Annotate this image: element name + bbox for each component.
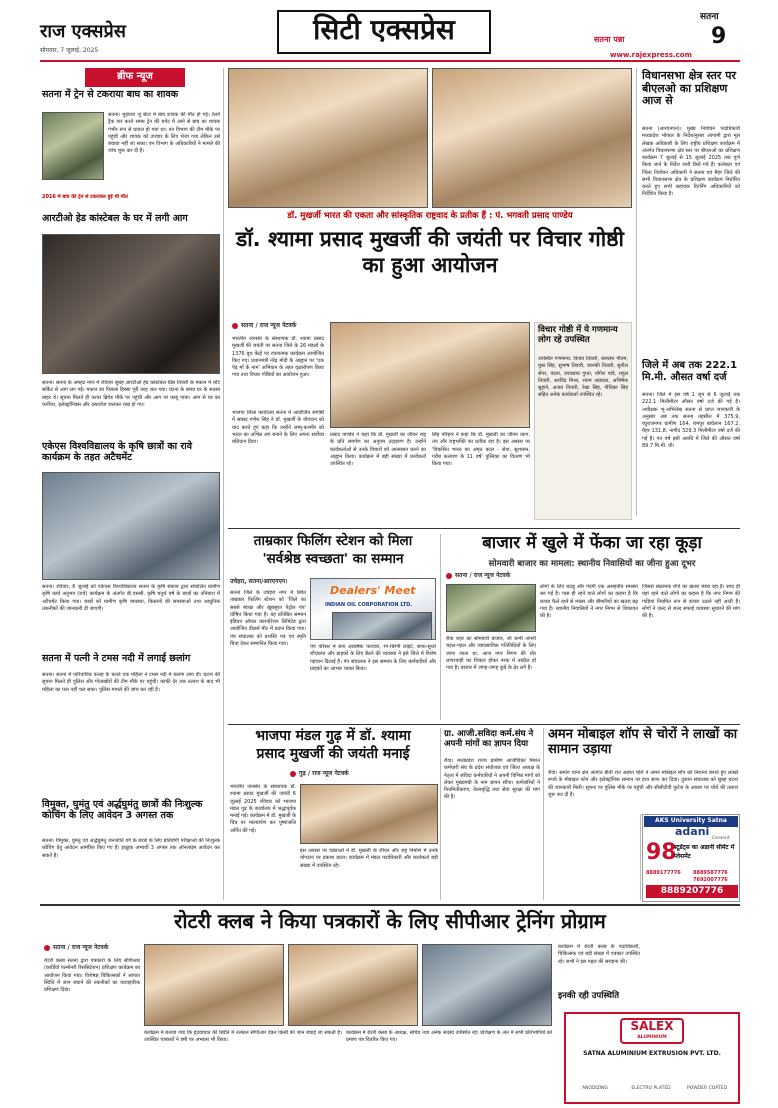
garbage-photo bbox=[446, 584, 536, 632]
lead-photo-2 bbox=[432, 68, 632, 208]
aman-divider bbox=[640, 814, 641, 900]
lead-byline-text: सतना / राज न्यूज नेटवर्क bbox=[241, 322, 297, 329]
aks-ad-number: 98 bbox=[646, 840, 677, 865]
salex-company: SATNA ALUMINIUM EXTRUSION PVT. LTD. bbox=[583, 1050, 721, 1057]
bajar-body-1: रीवा शहर का सोमवारी बाजार, जो कभी अपनी चहल-पहल और व्यावसायिक गतिविधियों के लिए जाना जाता था, आज नगर निगम की घोर लापरवाही का शिकार होकर नरक में तब्दील हो गया है। बाजार में जगह-जगह कूड़े के ढेर लगे हैं। bbox=[446, 636, 536, 671]
bhajpa-headline-2: प्रसाद मुखर्जी की जयंती मनाई bbox=[256, 746, 410, 762]
aks-ad-helpline: 8889207776 bbox=[646, 885, 738, 898]
brief-3-body: सतना। रविवार, 6 जुलाई को एकेएस विश्वविद्यालय सतना के कृषि संकाय द्वारा संचालित ग्रामीण कृषि कार्य अनुभव (रावे) कार्यक्रम के अंतर्गत बी.एससी. कृषि चतुर्थ वर्ष के छात्रों का उनियारा में अटैचमेंट किया गया। छात्रों को ग्रामीण कृषि व्यवस्था, किसानों की समस्याओं तथा आधुनिक तकनीकों की जानकारी दी जाएगी। bbox=[42, 584, 220, 612]
right-story-2-headline: जिले में अब तक 222.1 मि.मी. औसत वर्षा दर्ज bbox=[642, 360, 738, 383]
lead-byline bbox=[232, 322, 332, 331]
byline-dot-icon bbox=[290, 771, 296, 777]
right-column-divider bbox=[636, 68, 637, 516]
salex-feature-1: ANODIZING bbox=[581, 1086, 609, 1091]
rotary-box-body: कार्यक्रम में रोटरी क्लब के पदाधिकारी, चिकित्सक एवं बड़ी संख्या में पत्रकार उपस्थित रहे। सभी ने इस पहल की सराहना की। bbox=[558, 944, 640, 965]
masthead-date: सोमवार, 7 जुलाई, 2025 bbox=[40, 47, 99, 54]
masthead bbox=[0, 0, 778, 62]
paper-name: राज एक्सप्रेस bbox=[40, 21, 126, 42]
brief-1-headline: सतना में ट्रेन से टकराया बाघ का शावक bbox=[42, 89, 179, 100]
bhajpa-photo bbox=[300, 784, 438, 844]
rotary-box-title: इनकी रही उपस्थिति bbox=[558, 991, 620, 1001]
lead-body-3: प्रसाद पाण्डेय ने कहा कि डॉ. मुखर्जी का जीवन राष्ट्र के प्रति समर्पण का अनुपम उदाहरण है। उन्होंने कार्यकर्ताओं से उनके विचारों को आत्मसात करने का आह्वान किया। कार्यक्रम में बड़ी संख्या में कार्यकर्ता उपस्थित रहे। bbox=[330, 432, 426, 467]
tamrakar-headline-2: 'सर्वश्रेष्ठ स्वच्छता' का सम्मान bbox=[262, 551, 404, 567]
rotary-body-2: कार्यक्रम में बताया गया कि हृदयाघात की स्थिति में तत्काल सीपीआर देकर किसी की जान बचाई जा सकती है। उपस्थित पत्रकारों ने डमी पर अभ्यास भी किया। bbox=[144, 1030, 342, 1044]
salex-feature-3: POWDER COATED bbox=[687, 1086, 727, 1091]
masthead-subcities: सतना पन्ना bbox=[594, 35, 625, 44]
salex-brand-sub: ALUMINIUM bbox=[637, 1035, 667, 1040]
aks-ad-contact-1: 8889177776 bbox=[646, 870, 681, 876]
brief-1-body: सतना। मुड़वारा जू सेंटर में बाघ शावक की मौत हो गई। रेलवे ट्रैक पार करते समय ट्रेन की चपेट में आने से बाघ का शावक गंभीर रूप से घायल हो गया था। वन विभाग की टीम मौके पर पहुंची और शावक को उपचार के लिए भेजा गया लेकिन उसे बचाया नहीं जा सका। वन विभाग के अधिकारियों ने मामले की जांच शुरू कर दी है। bbox=[108, 112, 220, 155]
lead-box-title: विचार गोष्ठी में ये गणमान्य लोग रहे उपस्थित bbox=[538, 325, 618, 345]
brief-2-body: सतना। सतना के अमहट नगर में रविवार सुबह आरटीओ हेड कांस्टेबल प्रिंस तिवारी के मकान में शॉर्ट सर्किट से आग लग गई। मकान का पिछला हिस्सा पूरी तरह जल गया। घटना के समय घर के सदस्य बाहर थे। सूचना मिलते ही फायर ब्रिगेड मौके पर पहुंची और आग पर काबू पाया। आग से घर का फर्नीचर, इलेक्ट्रॉनिक्स और दस्तावेज जलकर राख हो गए। bbox=[42, 380, 220, 408]
lead-body-1: भारतीय जनसंघ के संस्थापक डॉ. श्यामा प्रसाद मुखर्जी की जयंती पर सतना जिले के 26 मंडलों के 1376 बूथ केंद्रों पर रचनात्मक कार्यक्रम आयोजित किए गए। प्रधानमंत्री नरेंद्र मोदी के आह्वान पर 'एक पेड़ माँ के नाम' अभियान के तहत वृक्षारोपण किया गया तथा विचार गोष्ठियों का आयोजन हुआ। bbox=[232, 336, 324, 379]
tamrakar-divider bbox=[440, 534, 441, 720]
mid-divider-2 bbox=[228, 724, 740, 725]
page-number: 9 bbox=[711, 24, 727, 49]
lead-body-4: सिंह परिहार ने कहा कि डॉ. मुखर्जी का जीवन त्याग, तप और राष्ट्रभक्ति का प्रतीक रहा है। इस अवसर पर 'विकसित भारत का अमृत काल - सेवा, सुशासन, गरीब कल्याण के 11 वर्ष' पुस्तिका का वितरण भी किया गया। bbox=[432, 432, 530, 467]
rotary-byline-text: सतना / राज न्यूज नेटवर्क bbox=[53, 944, 109, 951]
award-people-photo bbox=[332, 612, 432, 640]
bhajpa-divider bbox=[440, 728, 441, 900]
right-story-2-body: सतना। जिले में इस वर्ष 1 जून से 6 जुलाई तक 222.1 मिलीमीटर औसत वर्षा दर्ज की गई है। अधीक्षक भू-अभिलेख सतना से प्राप्त जानकारी के अनुसार अब तक सतना तहसील में 375.9, रघुराजनगर ग्रामीण 164, रामपुर बाघेलान 167.2, मैहर 131.8, नागौद 329.3 मिलीमीटर वर्षा दर्ज की गई है। गत वर्ष इसी अवधि में जिले की औसत वर्षा 89.7 मि.मी. थी। bbox=[642, 392, 740, 449]
left-column-divider bbox=[223, 68, 224, 900]
gramaji-divider bbox=[543, 728, 544, 900]
masthead-divider bbox=[40, 60, 740, 62]
bajar-headline: बाजार में खुले में फेंका जा रहा कूड़ा bbox=[482, 533, 702, 553]
lead-body-2: भाजपा जिला कार्यालय सतना में आयोजित संगोष्ठी में सांसद गणेश सिंह ने डॉ. मुखर्जी के योगदान को याद करते हुए कहा कि उन्होंने जम्मू-कश्मीर को भारत का अभिन्न अंग बनाने के लिए अपना सर्वोच्च बलिदान दिया। bbox=[232, 410, 324, 445]
aman-headline: अमन मोबाइल शॉप से चोरों ने लाखों का सामान उड़ाया bbox=[548, 727, 738, 757]
lead-photo-1 bbox=[228, 68, 428, 208]
aks-ad-text: स्टूडेंट्स का अडानी सीमेंट में प्लेसमेंट bbox=[674, 844, 735, 860]
tiger-cub-photo bbox=[42, 112, 104, 180]
rotary-photo-2 bbox=[288, 944, 418, 1026]
aks-ad-contact-3: 7692007776 bbox=[693, 877, 728, 883]
masthead-city: सतना bbox=[700, 12, 719, 22]
tamrakar-byline: उचेहरा, सतना/आरएनएन। bbox=[230, 578, 288, 585]
lead-box-body: उपस्थित गणमान्य: विजय तिवारी, कमलेश गौतम, मुन्ना सिंह, सुभाष तिवारी, जानकी तिवारी, सुनील सेंगर, वंदना, उपाध्याय गुप्ता, योगेश पांडे, राहुल तिवारी, अरविंद मिश्रा, श्याम अग्रवाल, अभिषेक सुहाने, अजय तिवारी, रेखा सिंह, गीतिका सिंह सहित अनेक कार्यकर्ता उपस्थित रहे। bbox=[538, 356, 628, 399]
brief-4-headline: सतना में पत्नी ने टमस नदी में लगाई छलांग bbox=[42, 653, 191, 664]
bhajpa-byline bbox=[290, 770, 349, 779]
rotary-body-1: रोटरी क्लब सतना द्वारा पत्रकारों के लिए सीपीआर (कार्डियो पल्मोनरी रिससिटेशन) प्रशिक्षण कार्यक्रम का आयोजन किया गया। विशेषज्ञ चिकित्सकों ने आपात स्थिति में जान बचाने की तकनीकों का व्यावहारिक प्रशिक्षण दिया। bbox=[44, 958, 140, 993]
brief-5-body: सतना। विमुक्त, घुमंतु एवं अर्द्धघुमंतु जनजाति वर्ग के छात्रों के लिए प्रतियोगी परीक्षाओं की निःशुल्क कोचिंग हेतु आवेदन आमंत्रित किए गए हैं। इच्छुक अभ्यर्थी 3 अगस्त तक ऑनलाइन आवेदन कर सकते हैं। bbox=[42, 838, 220, 859]
students-photo bbox=[42, 472, 220, 580]
gramaji-headline: ग्रा. आजी.सविदा कर्म.संघ ने अपनी मांगों का ज्ञापन दिया bbox=[444, 729, 534, 749]
tamrakar-headline-1: ताम्रकार फिलिंग स्टेशन को मिला bbox=[253, 533, 413, 549]
bajar-subhead: सोमवारी बाजार का मामला: स्थानीय निवासियों का जीना हुआ दूभर bbox=[488, 559, 696, 569]
rotary-byline bbox=[44, 944, 108, 953]
lead-headline: डॉ. श्यामा प्रसाद मुखर्जी की जयंती पर विचार गोष्ठी का हुआ आयोजन bbox=[236, 227, 624, 278]
mid-divider bbox=[228, 528, 740, 529]
brief-3-headline: एकेएस विश्वविद्यालय के कृषि छात्रों का रावे कार्यक्रम के तहत अटैचमेंट bbox=[42, 441, 193, 463]
bajar-body-3: जिससे संक्रामक रोगों का खतरा मंडरा रहा है। साथ ही यहां रहने वाले लोगों का कहना है कि नगर निगम की गाड़ियां नियमित रूप से कचरा उठाने नहीं आती हैं। लोगों ने जल्द से जल्द सफाई व्यवस्था सुधारने की मांग की है। bbox=[642, 584, 740, 619]
website: www.rajexpress.com bbox=[610, 51, 692, 59]
rotary-headline: रोटरी क्लब ने किया पत्रकारों के लिए सीपीआर ट्रेनिंग प्रोग्राम bbox=[174, 909, 606, 933]
dealers-meet-banner: Dealers' Meet bbox=[330, 584, 416, 597]
brief-4-body: सतना। सतना में पारिवारिक कलह के चलते एक महिला ने टमस नदी में छलांग लगा दी। घटना की सूचना मिलते ही पुलिस और गोताखोरों की टीम मौके पर पहुंची। काफी देर तक तलाश के बाद भी महिला का पता नहीं चल सका। पुलिस मामले की जांच कर रही है। bbox=[42, 672, 220, 693]
brief-5-headline: विमुक्त, घुमंतु एवं अर्द्धघुमंतु छात्रों की निःशुल्क कोचिंग के लिए आवेदन 3 अगस्त तक bbox=[42, 799, 203, 821]
lead-photo-caption: डॉ. मुखर्जी भारत की एकता और सांस्कृतिक राष्ट्रवाद के प्रतीक हैं : पं. भगवती प्रसाद पाण्डेय bbox=[287, 211, 573, 221]
bottom-divider bbox=[40, 904, 740, 906]
byline-dot-icon bbox=[44, 945, 50, 951]
aman-body: रीवा। समान थाना क्षेत्र अंतर्गत बीती रात अज्ञात चोरों ने अमन मोबाइल शॉप को निशाना बनाते हुए लाखों रुपये के मोबाइल फोन और इलेक्ट्रॉनिक सामान पर हाथ साफ कर दिया। दुकान संचालक को सुबह घटना की जानकारी मिली। सूचना पर पुलिस मौके पर पहुंची और सीसीटीवी फुटेज के आधार पर चोरों की तलाश शुरू कर दी है। bbox=[548, 770, 738, 798]
salex-feature-2: ELECTRO PLATED bbox=[631, 1086, 671, 1091]
aks-ad-brand: adani bbox=[675, 825, 710, 838]
salex-brand: SALEX bbox=[630, 1019, 674, 1033]
brief-news-label: ब्रीफ न्यूज bbox=[85, 68, 185, 87]
right-story-1-body: सतना (आरएनएन)। मुख्य निर्वाचन पदाधिकारी मध्यप्रदेश भोपाल के निर्देशानुसार आगामी द्वारा मूल लेखक अधिकारी के लिए राष्ट्रीय प्रशिक्षण कार्यक्रम में अंतर्गत विधानसभा क्षेत्र स्तर पर बीएलओ का प्रशिक्षण कार्यक्रम 7 जुलाई से 15 जुलाई 2025 तक पूर्ण किया जाने के निर्देश जारी किये गये हैं। कलेक्टर एवं जिला निर्वाचन अधिकारी ने सतना एवं मैहर जिले की सभी विधानसभा क्षेत्र के प्रशिक्षण कार्यक्रम निर्धारित करते हुए सभी सहायक रिटर्निंग अधिकारियों को निर्देशित किया है। bbox=[642, 126, 740, 198]
brief-1-note: 2016 में बाघ की ट्रेन से टकराकर हुई थी मौत bbox=[42, 194, 128, 200]
dealers-meet-banner-sub: INDIAN OIL CORPORATION LTD. bbox=[325, 602, 413, 608]
bajar-byline bbox=[446, 572, 510, 581]
section-title: सिटी एक्सप्रेस bbox=[313, 13, 455, 46]
bhajpa-headline-1: भाजपा मंडल गुढ़ में डॉ. श्यामा bbox=[255, 728, 411, 744]
aks-ad-title: AKS University Satna bbox=[644, 816, 738, 827]
bhajpa-body-1: भारतीय जनसंघ के संस्थापक डॉ. श्यामा प्रसाद मुखर्जी की जयंती 6 जुलाई 2025 रविवार को भाजपा मंडल गुढ़ के कार्यालय में श्रद्धापूर्वक मनाई गई। कार्यक्रम में डॉ. मुखर्जी के चित्र पर माल्यार्पण कर पुष्पांजलि अर्पित की गई। bbox=[230, 784, 296, 834]
fire-house-photo bbox=[42, 234, 220, 374]
tamrakar-body: सतना जिले के उचेहरा नगर में स्थित ताम्रकार फिलिंग स्टेशन को 'जिले का सबसे स्वच्छ और खूबसूरत पेट्रोल पंप' घोषित किया गया है। यह प्रतिष्ठित सम्मान इंडियन ऑयल कारपोरेशन लिमिटेड द्वारा आयोजित डीलर्स मीट में प्रदान किया गया। पंप संचालक को प्रशस्ति पत्र एवं स्मृति चिन्ह देकर सम्मानित किया गया। bbox=[230, 590, 306, 647]
bajar-body-2: लोगों के लिए बदबू और गंदगी एक असहनीय समस्या बन गई है। पास ही रहने वाले लोगों का कहना है कि कचरा फैले रहने से मच्छर और बीमारियों का खतरा बढ़ गया है। स्थानीय निवासियों ने नगर निगम से शिकायत की है। bbox=[540, 584, 638, 619]
right-story-1-headline: विधानसभा क्षेत्र स्तर पर बीएलओ का प्रशिक्षण आज से bbox=[642, 69, 736, 108]
lead-photo-3 bbox=[330, 322, 530, 428]
rotary-photo-1 bbox=[144, 944, 284, 1026]
brief-2-headline: आरटीओ हेड कांस्टेबल के घर में लगी आग bbox=[42, 213, 188, 224]
bhajpa-byline-text: गुढ़ / राज न्यूज नेटवर्क bbox=[299, 770, 349, 777]
rotary-body-3: कार्यक्रम में रोटरी क्लब के अध्यक्ष, सचिव तथा अनेक सदस्य उपस्थित रहे। प्रशिक्षण के अंत में सभी प्रतिभागियों को प्रमाण पत्र वितरित किए गए। bbox=[346, 1030, 552, 1044]
tamrakar-body-2: पंप परिसर में बना आकर्षक फव्वारा, रंग-बिरंगी लाइटें, साफ-सुथरे शौचालय और ग्राहकों के लिए बैठने की व्यवस्था ने इसे जिले में विशेष पहचान दिलाई है। पंप संचालक ने इस सम्मान के लिए कर्मचारियों और ग्राहकों का आभार व्यक्त किया। bbox=[310, 644, 436, 672]
bhajpa-body-2: इस अवसर पर वक्ताओं ने डॉ. मुखर्जी के जीवन और राष्ट्र निर्माण में उनके योगदान पर प्रकाश डाला। कार्यक्रम में मंडल पदाधिकारी और कार्यकर्ता बड़ी संख्या में उपस्थित रहे। bbox=[300, 848, 438, 869]
byline-dot-icon bbox=[446, 573, 452, 579]
aks-ad-brand-sub: Cement bbox=[712, 836, 730, 841]
aks-ad-contact-2: 8889587776 bbox=[693, 870, 728, 876]
rotary-photo-3 bbox=[422, 944, 552, 1026]
gramaji-body: रीवा। मध्यप्रदेश राज्य ग्रामीण आजीविका मिशन कर्मचारी संघ के प्रदेश संयोजक एवं जिला अध्यक्ष के नेतृत्व में संविदा कर्मचारियों ने अपनी विभिन्न मांगों को लेकर मुख्यमंत्री के नाम ज्ञापन सौंपा। कर्मचारियों ने नियमितीकरण, वेतनवृद्धि तथा सेवा सुरक्षा की मांग की है। bbox=[444, 758, 540, 801]
byline-dot-icon bbox=[232, 323, 238, 329]
bajar-byline-text: सतना / राज न्यूज नेटवर्क bbox=[455, 572, 511, 579]
